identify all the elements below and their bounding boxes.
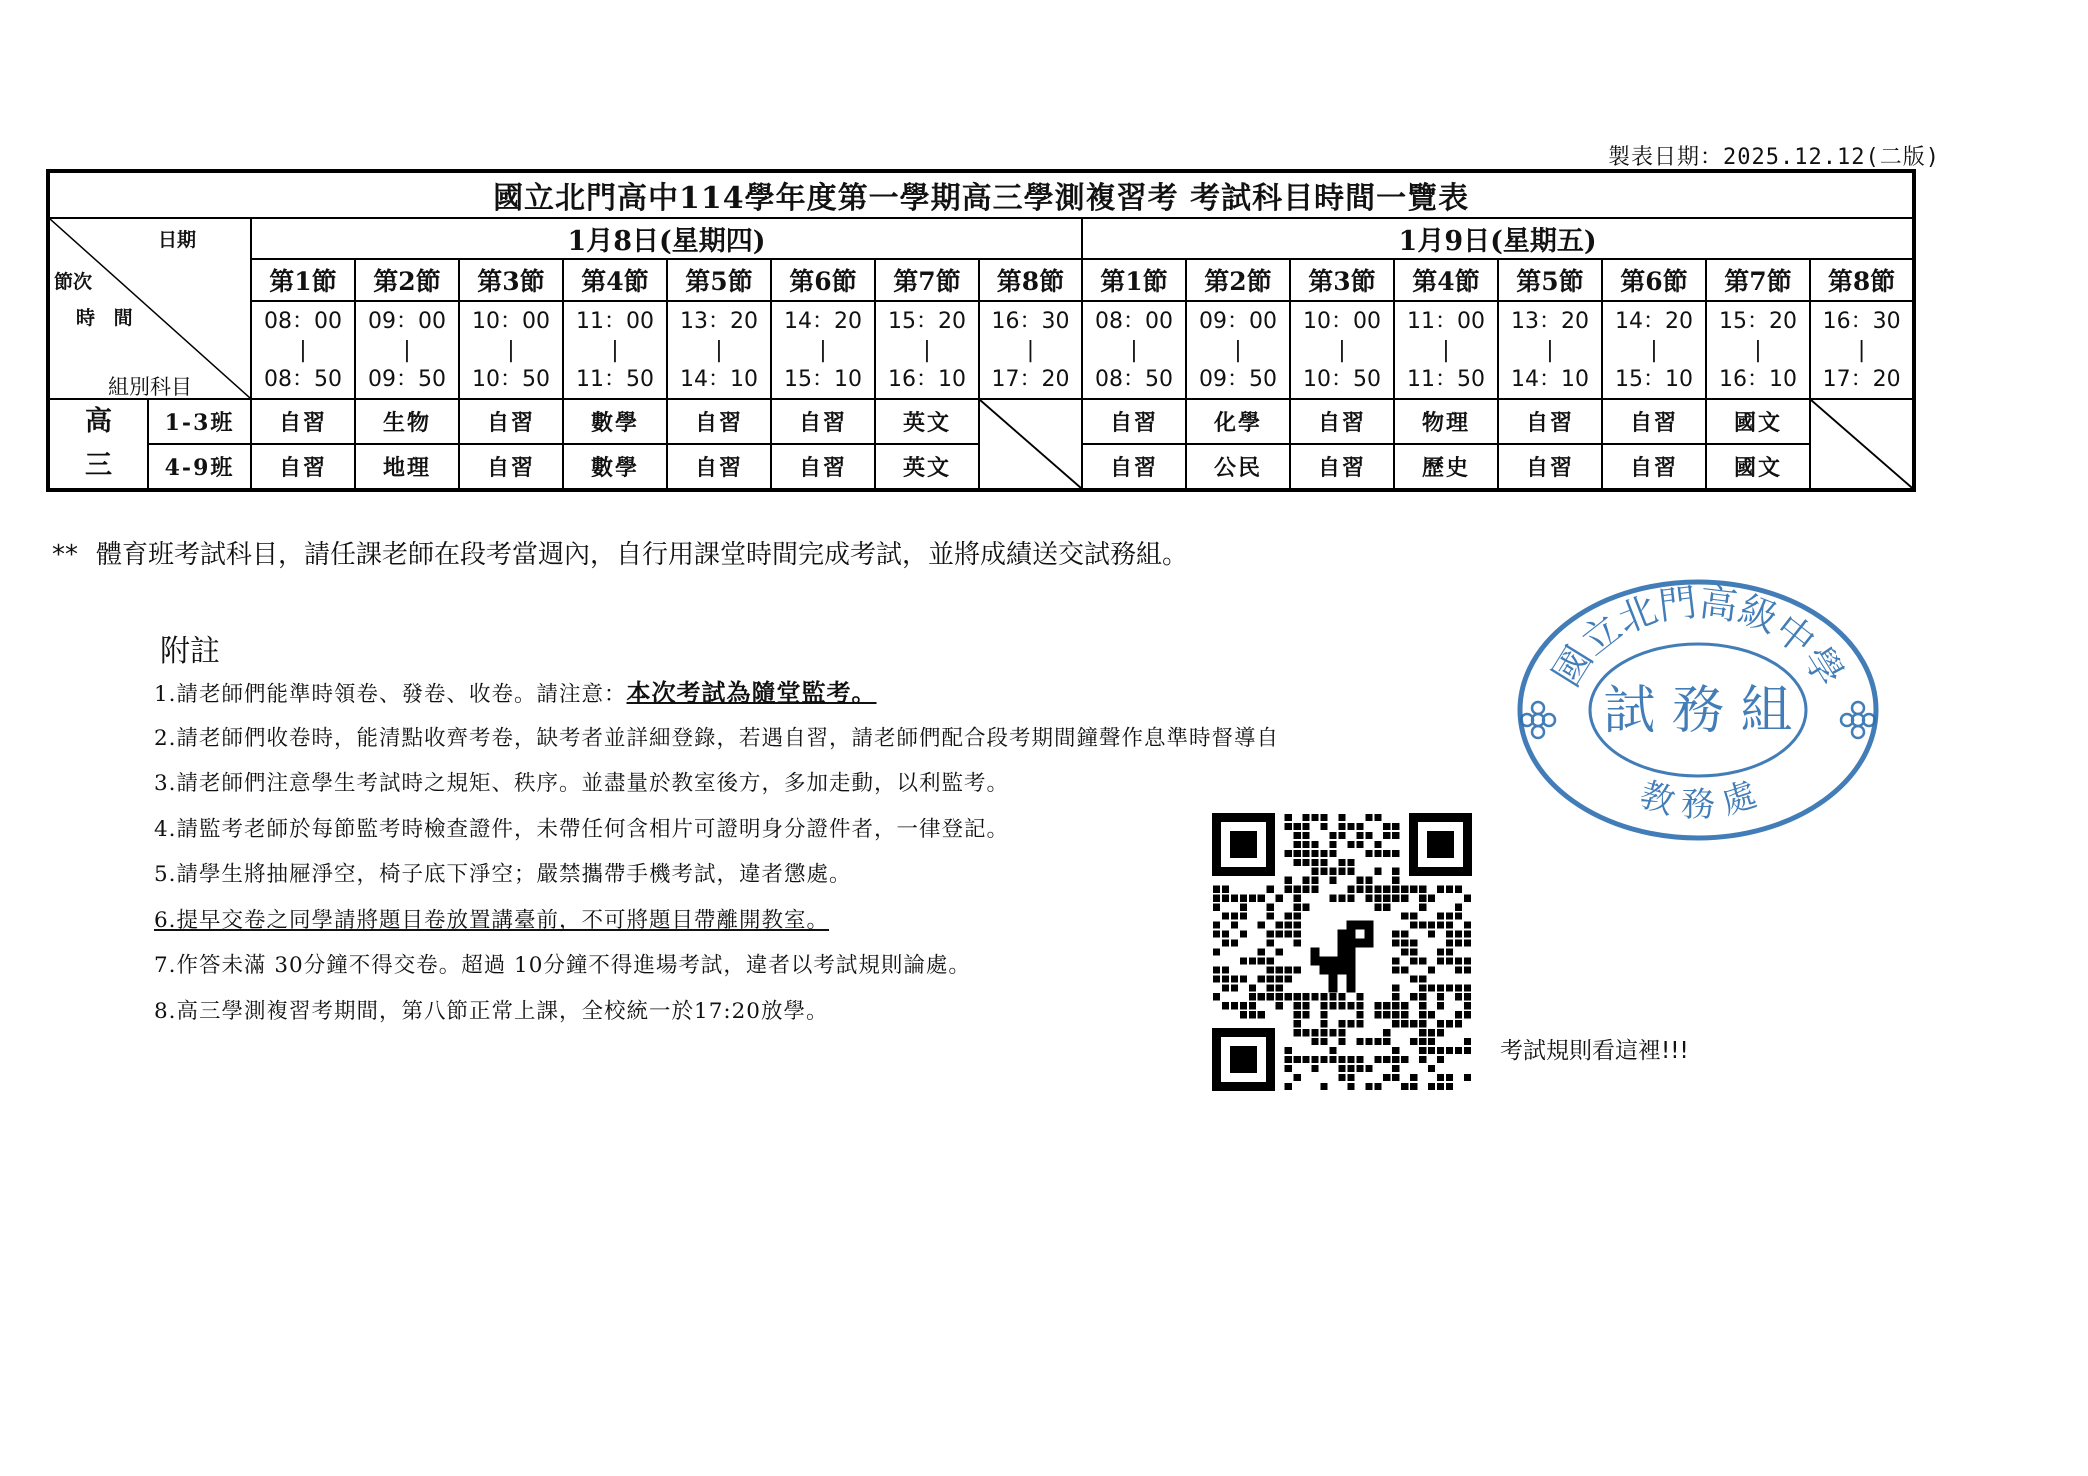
qr-code[interactable] <box>1212 810 1472 1094</box>
time-start: 14：20 <box>1615 308 1693 334</box>
empty-slot-day1 <box>979 399 1082 490</box>
note-stars: ** <box>52 540 78 570</box>
time-slot <box>1498 301 1602 399</box>
subject-cell: 英文 <box>875 444 979 490</box>
subject-cell: 自習 <box>667 399 771 444</box>
time-end: 08：50 <box>264 366 342 392</box>
flower-icon <box>1521 702 1555 738</box>
stamp-center-text: 試 務 組 <box>1603 681 1793 741</box>
period-header: 第5節 <box>1498 259 1602 301</box>
subject-cell: 自習 <box>1290 399 1394 444</box>
time-sep: | <box>1442 337 1450 363</box>
period-header: 第6節 <box>1602 259 1706 301</box>
time-end: 11：50 <box>1407 366 1485 392</box>
period-header: 第3節 <box>459 259 563 301</box>
time-end: 16：10 <box>888 366 966 392</box>
time-sep: | <box>1234 337 1242 363</box>
pe-note-text: 體育班考試科目，請任課老師在段考當週內，自行用課堂時間完成考試，並將成績送交試務組。 <box>96 540 1189 570</box>
time-end: 09：50 <box>368 366 446 392</box>
subject-cell: 自習 <box>771 444 875 490</box>
time-slot <box>563 301 667 399</box>
corner-period-label: 節次 <box>54 271 93 293</box>
time-sep: | <box>403 337 411 363</box>
stamp-ring-text: 國立北門高級中學 <box>1544 580 1852 694</box>
time-sep: | <box>1546 337 1554 363</box>
grade-char: 高 <box>85 406 112 437</box>
note-underlined-text: 6.提早交卷之同學請將題目卷放置講臺前，不可將題目帶離開教室。 <box>154 907 830 933</box>
time-slot <box>667 301 771 399</box>
time-start: 15：20 <box>1719 308 1797 334</box>
day1-date: 1月8日(星期四) <box>251 218 1082 259</box>
subject-cell: 自習 <box>459 399 563 444</box>
subject-cell: 自習 <box>1290 444 1394 490</box>
subject-cell: 英文 <box>875 399 979 444</box>
time-sep: | <box>1754 337 1762 363</box>
time-sep: | <box>611 337 619 363</box>
time-end: 10：50 <box>1303 366 1381 392</box>
empty-slot-day2 <box>1810 399 1914 490</box>
time-slot <box>771 301 875 399</box>
period-header: 第1節 <box>1082 259 1186 301</box>
subject-cell: 自習 <box>459 444 563 490</box>
time-slot <box>1186 301 1290 399</box>
time-start: 11：00 <box>576 308 654 334</box>
subject-cell: 自習 <box>667 444 771 490</box>
time-slot <box>1602 301 1706 399</box>
stamp-bottom-text: 教 務 處 <box>1634 774 1762 825</box>
time-start: 16：30 <box>991 308 1070 334</box>
pe-class-note <box>52 534 1188 571</box>
time-slot <box>251 301 355 399</box>
subject-cell: 自習 <box>1498 399 1602 444</box>
corner-time-label: 時 間 <box>76 307 139 329</box>
subject-cell: 自習 <box>1602 399 1706 444</box>
time-end: 09：50 <box>1199 366 1277 392</box>
time-sep: | <box>1130 337 1138 363</box>
subject-cell: 自習 <box>771 399 875 444</box>
time-end: 15：10 <box>1615 366 1693 392</box>
made-date: 製表日期：2025.12.12(二版) <box>1608 145 1940 170</box>
diagonal-line <box>1811 400 1912 488</box>
period-header: 第2節 <box>1186 259 1290 301</box>
period-header: 第3節 <box>1290 259 1394 301</box>
header-corner-cell <box>48 218 251 399</box>
time-slot <box>1706 301 1810 399</box>
time-sep: | <box>1650 337 1658 363</box>
class-label: 1-3班 <box>148 399 251 444</box>
time-end: 14：10 <box>1511 366 1589 392</box>
time-end: 16：10 <box>1719 366 1797 392</box>
time-start: 10：00 <box>1303 308 1381 334</box>
time-start: 08：00 <box>264 308 342 334</box>
subject-cell: 生物 <box>355 399 459 444</box>
subject-cell: 國文 <box>1706 399 1810 444</box>
subject-cell: 數學 <box>563 444 667 490</box>
grade-char: 三 <box>85 450 112 481</box>
time-slot <box>1082 301 1186 399</box>
time-sep: | <box>1026 337 1035 363</box>
subject-cell: 自習 <box>251 399 355 444</box>
time-start: 09：00 <box>368 308 446 334</box>
exam-schedule-table <box>46 169 1916 492</box>
note-text: 1.請老師們能準時領卷、發卷、收卷。請注意： <box>154 682 627 707</box>
subject-cell: 自習 <box>1498 444 1602 490</box>
time-end: 17：20 <box>991 366 1070 392</box>
time-slot <box>1810 301 1914 399</box>
time-start: 08：00 <box>1095 308 1173 334</box>
time-start: 14：20 <box>784 308 862 334</box>
office-stamp <box>1508 570 1888 850</box>
diagonal-line <box>980 400 1081 488</box>
time-sep: | <box>819 337 827 363</box>
flower-icon <box>1841 702 1875 738</box>
time-slot <box>355 301 459 399</box>
time-start: 09：00 <box>1199 308 1277 334</box>
note-emphasis: 本次考試為隨堂監考。 <box>626 678 877 707</box>
time-start: 16：30 <box>1822 308 1901 334</box>
subject-cell: 數學 <box>563 399 667 444</box>
subject-cell: 國文 <box>1706 444 1810 490</box>
subject-cell: 自習 <box>251 444 355 490</box>
subject-cell: 歷史 <box>1394 444 1498 490</box>
period-header: 第5節 <box>667 259 771 301</box>
subject-cell: 化學 <box>1186 399 1290 444</box>
notes-title: 附註 <box>160 634 220 669</box>
note-item: 5.請學生將抽屜淨空，椅子底下淨空；嚴禁攜帶手機考試，違者懲處。 <box>154 862 852 887</box>
note-item: 4.請監考老師於每節監考時檢查證件，未帶任何含相片可證明身分證件者，一律登記。 <box>154 816 1010 842</box>
time-start: 13：20 <box>680 308 758 334</box>
period-header: 第8節 <box>979 259 1082 301</box>
subject-cell: 物理 <box>1394 399 1498 444</box>
time-sep: | <box>507 337 515 363</box>
time-end: 15：10 <box>784 366 862 392</box>
subject-cell: 自習 <box>1082 399 1186 444</box>
time-start: 10：00 <box>472 308 550 334</box>
time-end: 11：50 <box>576 366 654 392</box>
note-item <box>154 670 1404 716</box>
time-end: 17：20 <box>1822 366 1901 392</box>
corner-date-label: 日期 <box>158 229 197 251</box>
time-sep: | <box>1857 337 1866 363</box>
time-slot <box>459 301 563 399</box>
time-end: 08：50 <box>1095 366 1173 392</box>
period-header: 第6節 <box>771 259 875 301</box>
subject-cell: 自習 <box>1082 444 1186 490</box>
note-item: 8.高三學測複習考期間，第八節正常上課，全校統一於17:20放學。 <box>154 998 829 1024</box>
period-header: 第4節 <box>1394 259 1498 301</box>
time-sep: | <box>1338 337 1346 363</box>
time-sep: | <box>923 337 931 363</box>
note-item: 7.作答未滿 30分鐘不得交卷。超過 10分鐘不得進場考試，違者以考試規則論處。 <box>154 953 971 978</box>
class-label: 4-9班 <box>148 444 251 490</box>
time-sep: | <box>715 337 723 363</box>
period-header: 第4節 <box>563 259 667 301</box>
time-slot <box>1394 301 1498 399</box>
time-slot <box>875 301 979 399</box>
grade-label <box>48 399 148 490</box>
table-title: 國立北門高中114學年度第一學期高三學測複習考 考試科目時間一覽表 <box>48 171 1914 218</box>
note-item: 2.請老師們收卷時，能清點收齊考卷，缺考者並詳細登錄，若遇自習，請老師們配合段考期間鐘聲作息準時督導自 <box>154 725 1280 751</box>
period-header: 第2節 <box>355 259 459 301</box>
subject-cell: 公民 <box>1186 444 1290 490</box>
time-start: 11：00 <box>1407 308 1485 334</box>
time-start: 13：20 <box>1511 308 1589 334</box>
time-end: 14：10 <box>680 366 758 392</box>
subject-cell: 地理 <box>355 444 459 490</box>
time-end: 10：50 <box>472 366 550 392</box>
time-slot <box>1290 301 1394 399</box>
day2-date: 1月9日(星期五) <box>1082 218 1914 259</box>
corner-group-label: 組別科目 <box>108 375 192 399</box>
period-header: 第8節 <box>1810 259 1914 301</box>
period-header: 第1節 <box>251 259 355 301</box>
time-sep: | <box>299 337 307 363</box>
subject-cell: 自習 <box>1602 444 1706 490</box>
period-header: 第7節 <box>1706 259 1810 301</box>
note-item: 3.請老師們注意學生考試時之規矩、秩序。並盡量於教室後方，多加走動，以利監考。 <box>154 771 1010 796</box>
qr-caption: 考試規則看這裡!!! <box>1500 1038 1689 1064</box>
time-slot <box>979 301 1082 399</box>
period-header: 第7節 <box>875 259 979 301</box>
time-start: 15：20 <box>888 308 966 334</box>
